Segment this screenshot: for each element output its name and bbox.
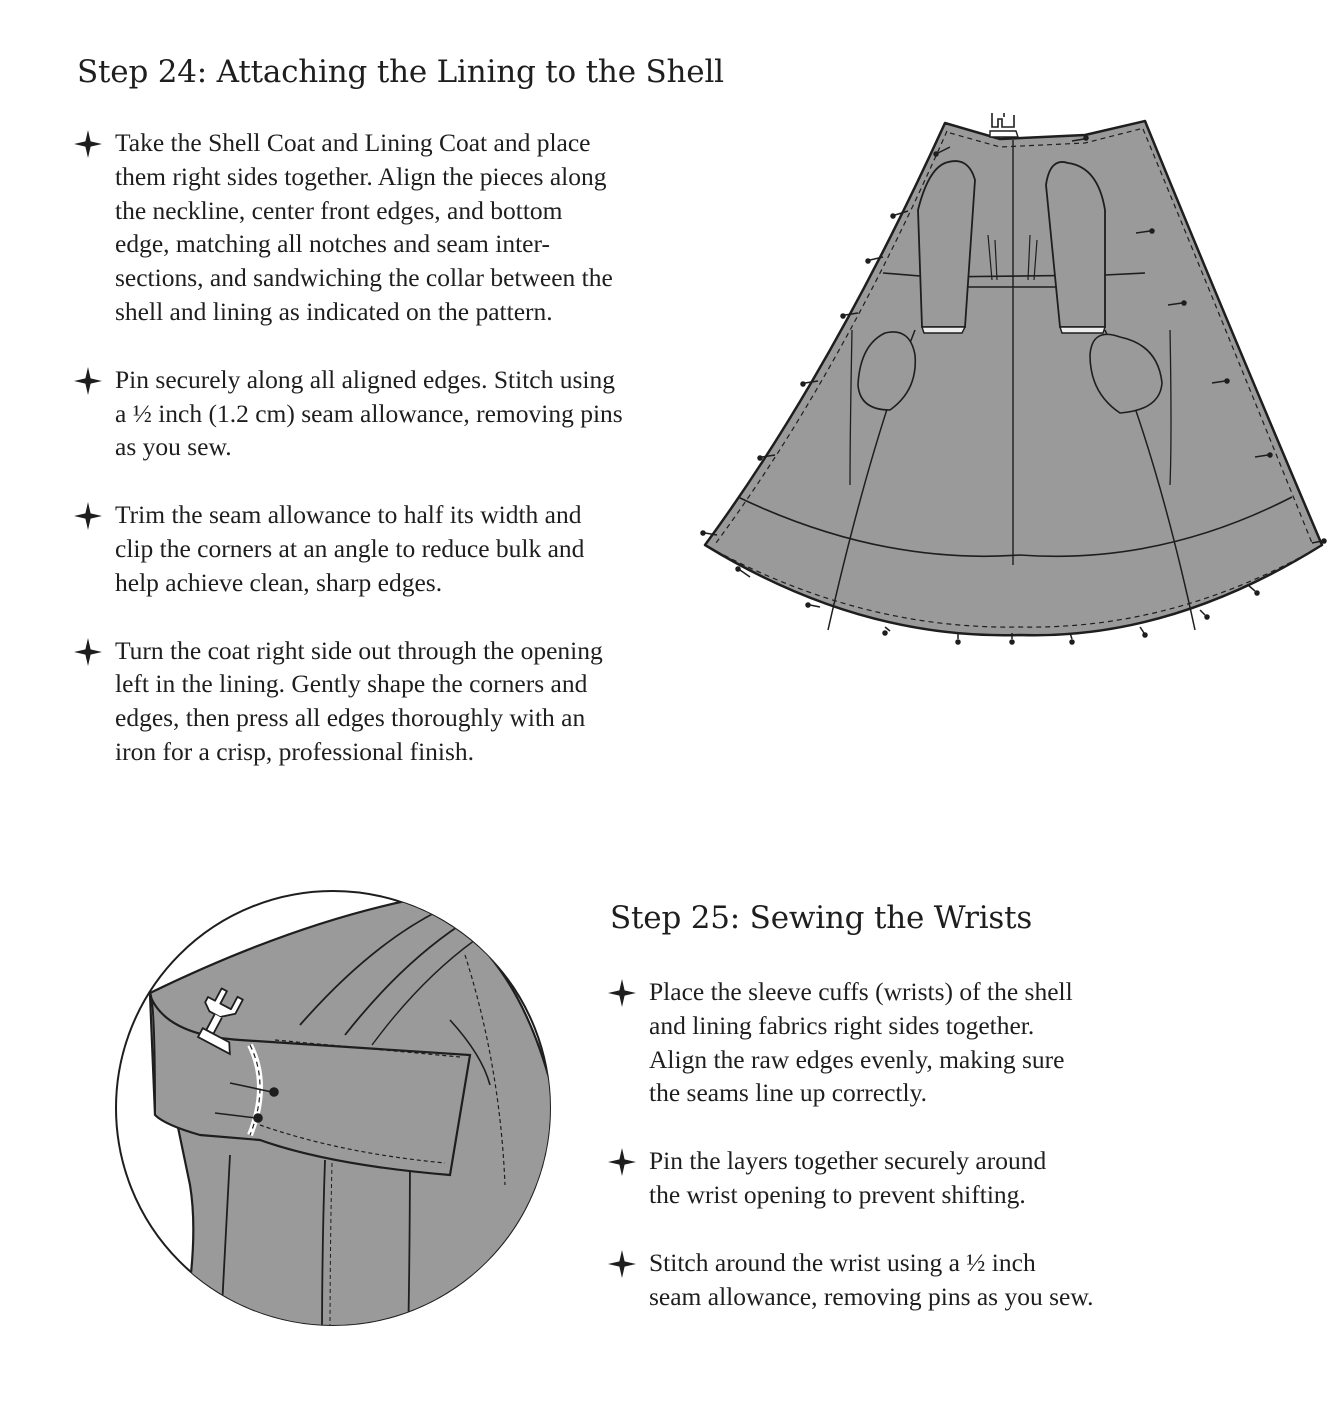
four-point-star-icon (73, 366, 103, 396)
instruction-text: Take the Shell Coat and Lining Coat and place them right sides together. Align the pieces along the neckline, center front edges, and bottom edge, matching all notches and seam inter- sections, and sandwiching the collar between the shell and lining as indicated on the pattern. (115, 128, 613, 326)
step-24-instructions (73, 126, 713, 803)
four-point-star-icon (607, 1147, 637, 1177)
list-item (607, 1246, 1247, 1314)
four-point-star-icon (607, 1249, 637, 1279)
list-item (607, 975, 1247, 1110)
four-point-star-icon (73, 129, 103, 159)
four-point-star-icon (607, 978, 637, 1008)
step-25-instructions (607, 975, 1247, 1347)
step-24-title: Step 24: Attaching the Lining to the Shell (77, 54, 724, 90)
instruction-text: Pin securely along all aligned edges. Stitch using a ½ inch (1.2 cm) seam allowance, removing pins as you sew. (115, 364, 623, 462)
four-point-star-icon (73, 637, 103, 667)
instruction-text: Pin the layers together securely around the wrist opening to prevent shifting. (649, 1146, 1047, 1209)
instruction-text: Place the sleeve cuffs (wrists) of the shell and lining fabrics right sides together. Align the raw edges evenly, making sure the seams line up correctly. (649, 977, 1073, 1108)
instruction-text: Trim the seam allowance to half its width and clip the corners at an angle to reduce bulk and help achieve clean, sharp edges. (115, 500, 585, 597)
step-25-title: Step 25: Sewing the Wrists (610, 900, 1033, 936)
list-item (73, 634, 713, 769)
coat-lining-illustration (700, 105, 1330, 650)
list-item (73, 126, 713, 329)
list-item (73, 363, 713, 464)
coat-body (705, 121, 1322, 635)
list-item (73, 498, 713, 599)
instruction-text: Turn the coat right side out through the opening left in the lining. Gently shape the corners and edges, then press all edges thoroughly with an iron for a crisp, professional finish. (115, 635, 603, 766)
list-item (607, 1144, 1247, 1212)
instruction-text: Stitch around the wrist using a ½ inch seam allowance, removing pins as you sew. (649, 1247, 1094, 1311)
presser-foot-icon (990, 113, 1018, 137)
wrist-sewing-illustration (110, 885, 560, 1335)
four-point-star-icon (73, 501, 103, 531)
